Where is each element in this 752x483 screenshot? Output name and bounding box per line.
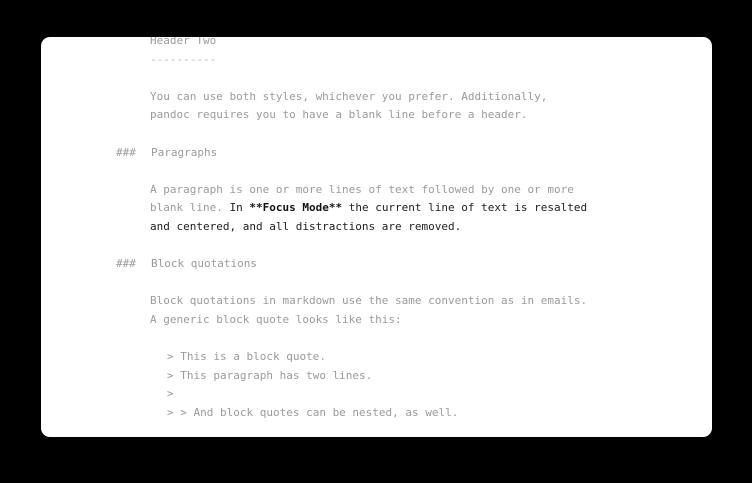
editor-blank-line[interactable] <box>41 274 712 293</box>
heading-text: Block quotations <box>151 257 257 271</box>
editor-line[interactable] <box>116 255 712 274</box>
editor-line[interactable]: You can use both styles, whichever you prefer. Additionally, <box>150 89 548 103</box>
editor-blank-line[interactable] <box>41 69 712 88</box>
heading-marker: ### <box>116 257 136 271</box>
editor-line[interactable]: Block quotations in markdown use the same convention as in emails. <box>150 294 588 308</box>
heading-text: Paragraphs <box>151 145 218 159</box>
editor-line[interactable]: > This is a block quote. <box>167 350 326 364</box>
editor-blank-line[interactable] <box>41 330 712 349</box>
editor-window <box>41 37 712 437</box>
text-segment: In <box>229 201 250 215</box>
text-segment: and centered, and all distractions are removed. <box>150 219 462 233</box>
editor-line[interactable]: A paragraph is one or more lines of text followed by one or more <box>150 182 574 196</box>
editor-line[interactable]: > <box>167 387 174 401</box>
editor-line[interactable]: Header Two <box>150 37 217 47</box>
editor-line[interactable]: pandoc requires you to have a blank line before a header. <box>150 108 528 122</box>
editor-line[interactable]: > This paragraph has two lines. <box>167 368 373 382</box>
editor[interactable] <box>41 37 712 422</box>
editor-line[interactable] <box>116 144 712 163</box>
text-segment: blank line. <box>150 201 230 215</box>
editor-line[interactable]: A generic block quote looks like this: <box>150 312 402 326</box>
editor-line[interactable]: > > And block quotes can be nested, as well. <box>167 405 459 419</box>
editor-blank-line[interactable] <box>41 237 712 256</box>
editor-line[interactable]: ---------- <box>150 52 217 66</box>
heading-marker: ### <box>116 145 136 159</box>
editor-blank-line[interactable] <box>41 162 712 181</box>
editor-blank-line[interactable] <box>41 125 712 144</box>
editor-line[interactable] <box>150 218 712 237</box>
text-segment: **Focus Mode** <box>249 201 343 215</box>
editor-line[interactable] <box>150 199 712 218</box>
text-segment: the current line of text is resalted <box>342 201 588 215</box>
